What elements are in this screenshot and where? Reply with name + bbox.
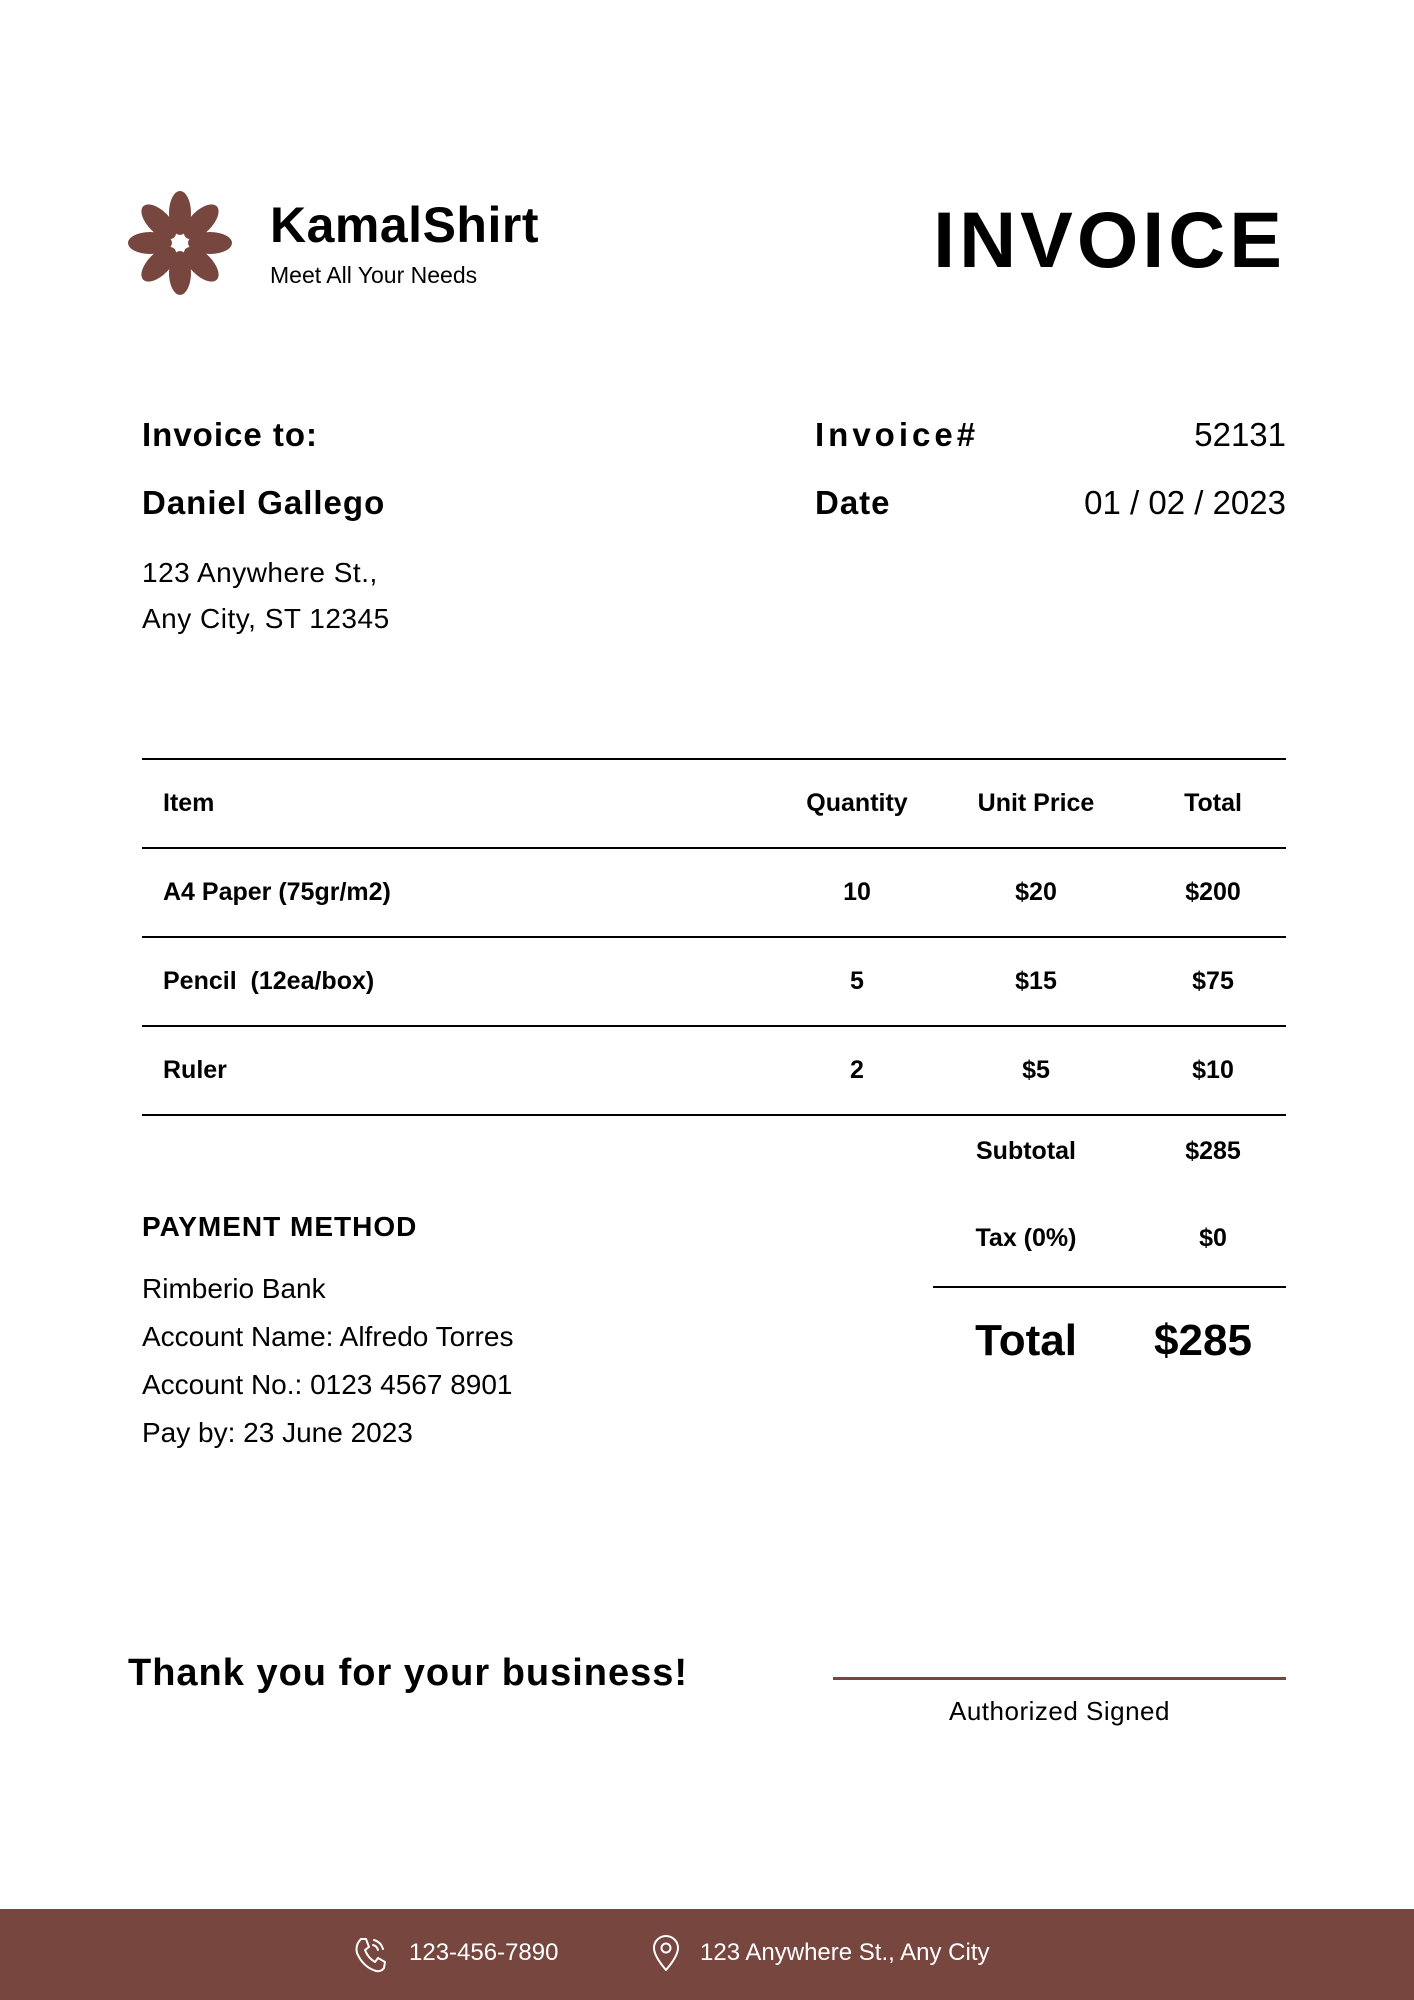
header-total: Total bbox=[1140, 759, 1286, 848]
account-number: Account No.: 0123 4567 8901 bbox=[142, 1369, 513, 1400]
cell-item: Ruler bbox=[142, 1026, 782, 1115]
footer-phone: 123-456-7890 bbox=[409, 1939, 559, 1966]
signature-line bbox=[833, 1677, 1286, 1680]
bank-name: Rimberio Bank bbox=[142, 1273, 326, 1304]
document-title: INVOICE bbox=[933, 195, 1286, 284]
table-header-row bbox=[142, 759, 1286, 848]
thank-you-message: Thank you for your business! bbox=[128, 1652, 689, 1694]
table-row bbox=[142, 937, 1286, 1026]
cell-unit-price: $5 bbox=[932, 1026, 1140, 1115]
pay-by-date: Pay by: 23 June 2023 bbox=[142, 1417, 413, 1448]
cell-item: A4 Paper (75gr/m2) bbox=[142, 848, 782, 937]
location-pin-icon bbox=[648, 1933, 684, 1973]
brand-tagline: Meet All Your Needs bbox=[270, 262, 478, 288]
address-line: Any City, ST 12345 bbox=[142, 603, 390, 634]
grand-total-value: $285 bbox=[1154, 1316, 1252, 1365]
invoice-number: 52131 bbox=[1194, 416, 1286, 453]
cell-unit-price: $15 bbox=[932, 937, 1140, 1026]
subtotal-label: Subtotal bbox=[976, 1137, 1076, 1165]
footer-address: 123 Anywhere St., Any City bbox=[700, 1939, 990, 1966]
table-row bbox=[142, 1026, 1286, 1115]
summary-divider bbox=[933, 1286, 1286, 1288]
bill-to-address bbox=[142, 550, 390, 642]
signature-label: Authorized Signed bbox=[949, 1696, 1170, 1726]
table-row bbox=[142, 848, 1286, 937]
invoice-number-label: Invoice# bbox=[815, 416, 980, 453]
brand-name: KamalShirt bbox=[270, 197, 539, 253]
cell-unit-price: $20 bbox=[932, 848, 1140, 937]
cell-quantity: 10 bbox=[782, 848, 932, 937]
cell-total: $200 bbox=[1140, 848, 1286, 937]
date-label: Date bbox=[815, 484, 891, 521]
subtotal-value: $285 bbox=[1185, 1137, 1241, 1165]
cell-total: $10 bbox=[1140, 1026, 1286, 1115]
tax-value: $0 bbox=[1199, 1224, 1227, 1252]
header-unit-price: Unit Price bbox=[932, 759, 1140, 848]
cell-total: $75 bbox=[1140, 937, 1286, 1026]
tax-label: Tax (0%) bbox=[975, 1224, 1077, 1252]
cell-quantity: 5 bbox=[782, 937, 932, 1026]
header-quantity: Quantity bbox=[782, 759, 932, 848]
items-table bbox=[142, 758, 1286, 1116]
cell-item: Pencil (12ea/box) bbox=[142, 937, 782, 1026]
cell-quantity: 2 bbox=[782, 1026, 932, 1115]
payment-details bbox=[142, 1265, 513, 1457]
header-item: Item bbox=[142, 759, 782, 848]
bill-to-label: Invoice to: bbox=[142, 416, 319, 453]
bill-to-name: Daniel Gallego bbox=[142, 484, 386, 521]
invoice-date: 01 / 02 / 2023 bbox=[1084, 484, 1286, 521]
phone-icon bbox=[352, 1934, 388, 1974]
address-line: 123 Anywhere St., bbox=[142, 557, 378, 588]
account-name: Account Name: Alfredo Torres bbox=[142, 1321, 514, 1352]
footer-bar bbox=[0, 1909, 1414, 2000]
flower-logo-icon bbox=[127, 190, 233, 296]
grand-total-label: Total bbox=[975, 1316, 1077, 1365]
payment-method-title: PAYMENT METHOD bbox=[142, 1211, 418, 1242]
